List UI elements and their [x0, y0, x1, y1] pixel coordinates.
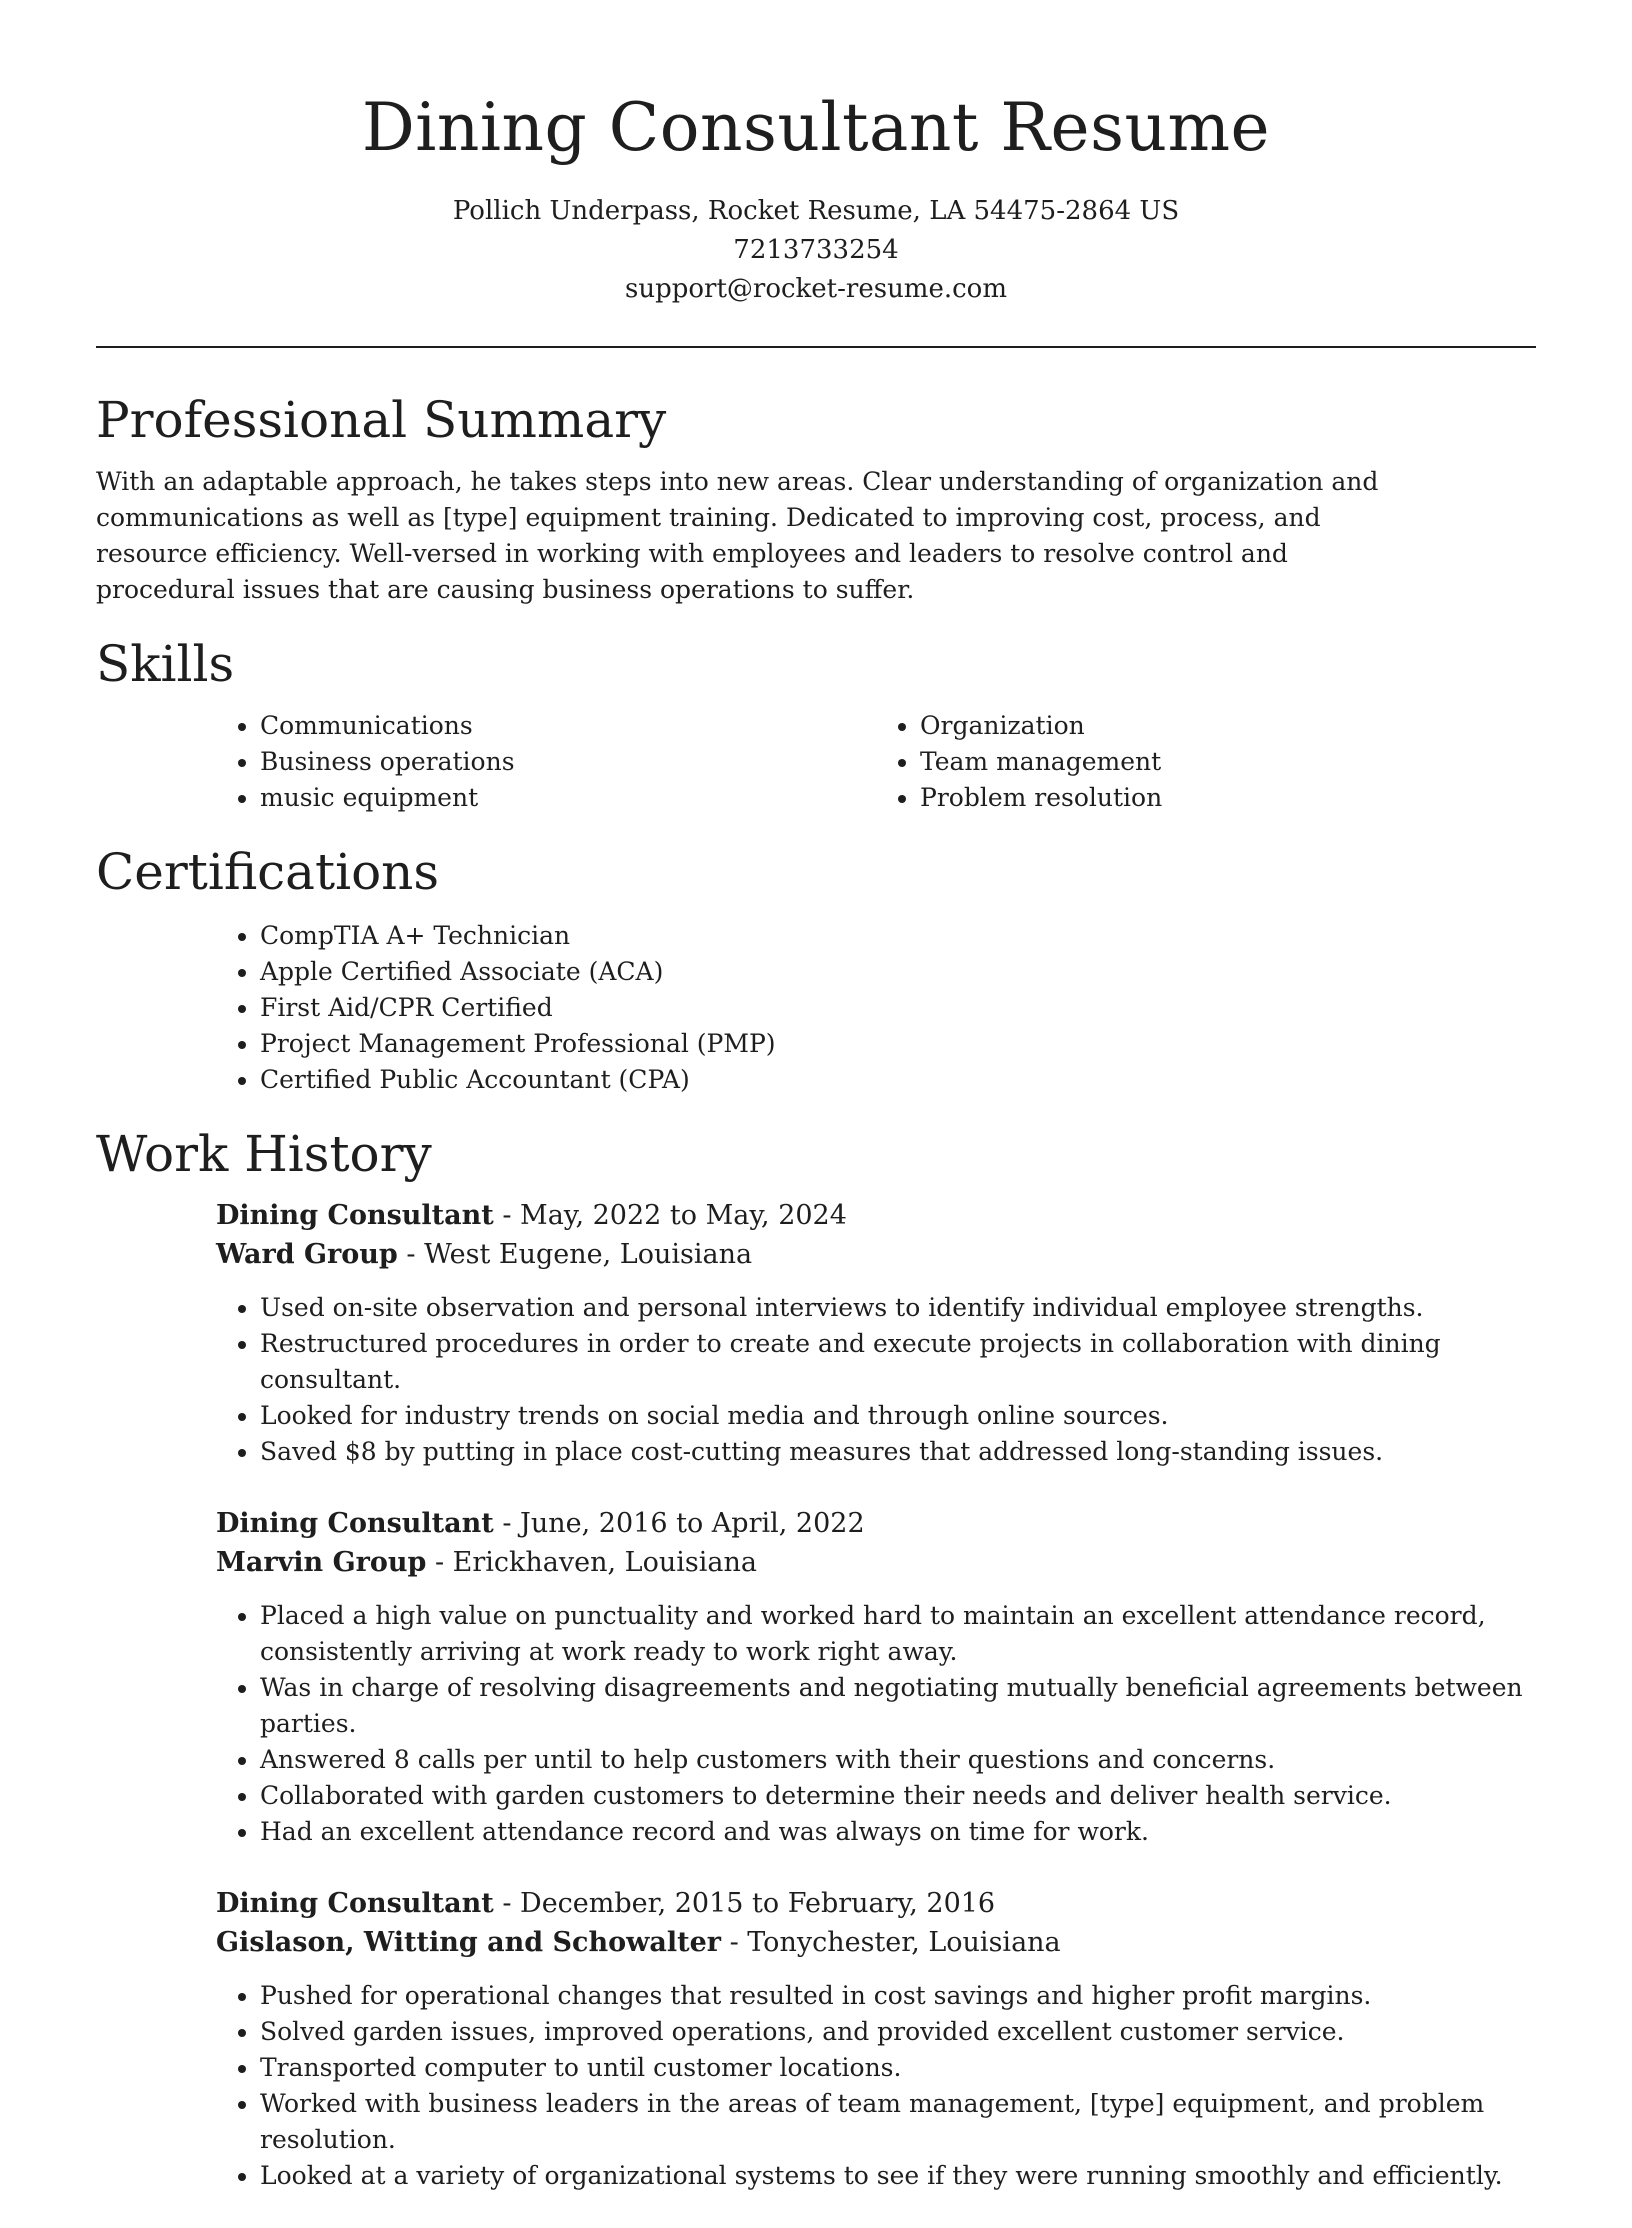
job-dates: - June, 2016 to April, 2022: [493, 1508, 865, 1539]
skills-section: [96, 632, 1536, 816]
work-history-heading: Work History: [96, 1125, 432, 1183]
skill-item: • Business operations: [260, 744, 876, 780]
skills-list-left: [216, 708, 876, 816]
skill-item: • Communications: [260, 708, 876, 744]
job-company-line: [216, 1923, 1536, 1962]
job-bullet: • Had an excellent attendance record and was always on time for work.: [260, 1814, 1536, 1850]
job-title-line: [216, 1504, 1536, 1543]
job-bullet: • Looked at a variety of organizational systems to see if they were running smoothly and efficiently.: [260, 2158, 1536, 2194]
summary-text: With an adaptable approach, he takes steps into new areas. Clear understanding of organization and communications as well as [type] equipment training. Dedicated to improving cost, process, and resource efficiency. Well-versed in working with employees and leaders to resolve control and procedural issues that are causing business operations to suffer.: [96, 467, 1379, 604]
job-bullet: • Saved $8 by putting in place cost-cutting measures that addressed long-standing issues.: [260, 1434, 1536, 1470]
job-entry: [216, 1196, 1536, 1470]
certifications-heading: Certifications: [96, 843, 440, 901]
job-bullet: • Worked with business leaders in the areas of team management, [type] equipment, and problem resolution.: [260, 2086, 1536, 2158]
job-role: Dining Consultant: [216, 1888, 494, 1919]
job-bullets: [216, 1290, 1536, 1470]
skill-item: • Problem resolution: [920, 780, 1536, 816]
job-location: - Tonychester, Louisiana: [720, 1927, 1061, 1958]
skill-item: • Organization: [920, 708, 1536, 744]
contact-email: support@rocket-resume.com: [624, 274, 1007, 304]
job-role: Dining Consultant: [216, 1200, 494, 1231]
job-bullet: • Looked for industry trends on social media and through online sources.: [260, 1398, 1536, 1434]
job-bullet: • Collaborated with garden customers to determine their needs and deliver health service.: [260, 1778, 1536, 1814]
job-entry: [216, 1504, 1536, 1850]
job-company: Marvin Group: [216, 1547, 427, 1578]
job-bullets: [216, 1978, 1536, 2194]
job-dates: - December, 2015 to February, 2016: [493, 1888, 996, 1919]
work-history-section: [96, 1122, 1536, 2194]
certifications-list: [216, 918, 1536, 1098]
summary-section: [96, 388, 1536, 608]
contact-phone: 7213733254: [733, 235, 899, 265]
contact-block: [96, 192, 1536, 309]
job-company: Ward Group: [216, 1239, 398, 1270]
skill-item: • Team management: [920, 744, 1536, 780]
certification-item: • Certified Public Accountant (CPA): [260, 1062, 1536, 1098]
job-company: Gislason, Witting and Schowalter: [216, 1927, 721, 1958]
job-bullet: • Placed a high value on punctuality and worked hard to maintain an excellent attendance record, consistently arriving at work ready to work right away.: [260, 1598, 1536, 1670]
certification-item: • First Aid/CPR Certified: [260, 990, 1536, 1026]
certification-item: • CompTIA A+ Technician: [260, 918, 1536, 954]
job-bullet: • Transported computer to until customer locations.: [260, 2050, 1536, 2086]
job-bullet: • Restructured procedures in order to create and execute projects in collaboration with dining consultant.: [260, 1326, 1536, 1398]
job-location: - West Eugene, Louisiana: [397, 1239, 753, 1270]
certifications-section: [96, 840, 1536, 1098]
job-location: - Erickhaven, Louisiana: [426, 1547, 757, 1578]
contact-address: Pollich Underpass, Rocket Resume, LA 54475-2864 US: [452, 196, 1180, 226]
skills-list-right: [876, 708, 1536, 816]
job-company-line: [216, 1543, 1536, 1582]
job-bullet: • Used on-site observation and personal interviews to identify individual employee strengths.: [260, 1290, 1536, 1326]
job-title-line: [216, 1196, 1536, 1235]
job-entry: [216, 1884, 1536, 2194]
certification-item: • Apple Certified Associate (ACA): [260, 954, 1536, 990]
resume-page: [96, 0, 1536, 2228]
summary-heading: Professional Summary: [96, 391, 667, 449]
job-bullet: • Was in charge of resolving disagreements and negotiating mutually beneficial agreements between parties.: [260, 1670, 1536, 1742]
job-role: Dining Consultant: [216, 1508, 494, 1539]
skills-heading: Skills: [96, 635, 235, 693]
job-bullet: • Pushed for operational changes that resulted in cost savings and higher profit margins.: [260, 1978, 1536, 2014]
job-bullets: [216, 1598, 1536, 1850]
certification-item: • Project Management Professional (PMP): [260, 1026, 1536, 1062]
resume-title: Dining Consultant Resume: [361, 89, 1271, 166]
job-title-line: [216, 1884, 1536, 1923]
job-company-line: [216, 1235, 1536, 1274]
skills-grid: [216, 708, 1536, 816]
job-bullet: • Solved garden issues, improved operations, and provided excellent customer service.: [260, 2014, 1536, 2050]
job-bullet: • Answered 8 calls per until to help customers with their questions and concerns.: [260, 1742, 1536, 1778]
header-divider: [96, 346, 1536, 348]
job-dates: - May, 2022 to May, 2024: [493, 1200, 847, 1231]
resume-header: [96, 0, 1536, 309]
skill-item: • music equipment: [260, 780, 876, 816]
